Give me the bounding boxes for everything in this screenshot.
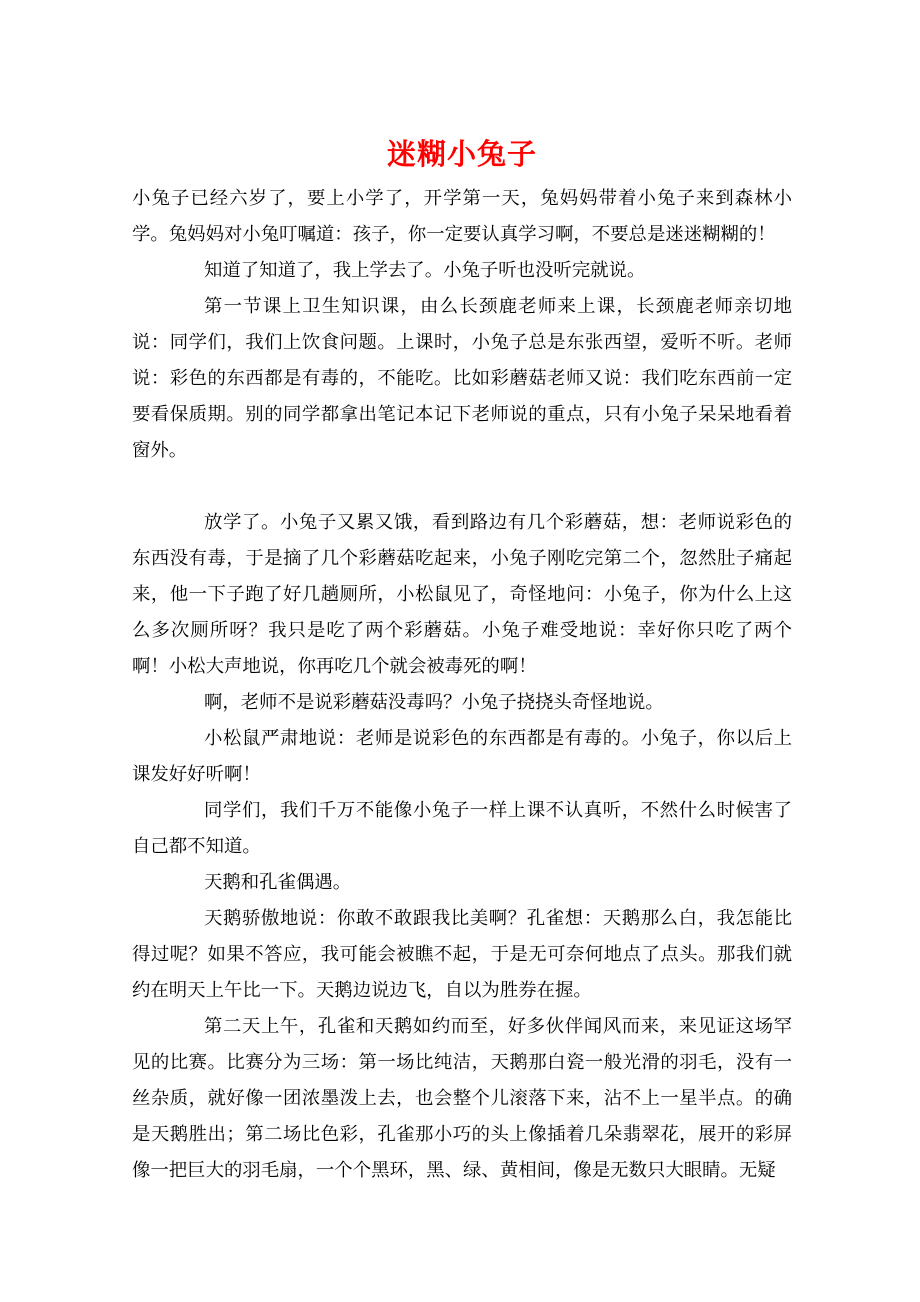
paragraph: 放学了。小兔子又累又饿，看到路边有几个彩蘑菇，想：老师说彩色的东西没有毒，于是摘了几个彩蘑菇吃起来，小兔子刚吃完第二个，忽然肚子痛起来，他一下子跑了好几趟厕所，小松鼠见了，奇怪地问：小兔子，你为什么上这么多次厕所呀？我只是吃了两个彩蘑菇。小兔子难受地说：幸好你只吃了两个啊！小松大声地说，你再吃几个就会被毒死的啊！: [132, 512, 792, 676]
paragraph: 小兔子已经六岁了，要上小学了，开学第一天，兔妈妈带着小兔子来到森林小学。兔妈妈对小兔叮嘱道：孩子，你一定要认真学习啊，不要总是迷迷糊糊的！: [132, 188, 792, 244]
paragraph: 小松鼠严肃地说：老师是说彩色的东西都是有毒的。小兔子，你以后上课发好好听啊！: [132, 728, 792, 784]
paragraph: 知道了知道了，我上学去了。小兔子听也没听完就说。: [204, 260, 646, 280]
paragraph: 天鹅骄傲地说：你敢不敢跟我比美啊？孔雀想：天鹅那么白，我怎能比得过呢？如果不答应，我可能会被瞧不起，于是无可奈何地点了点头。那我们就约在明天上午比一下。天鹅边说边飞，自以为胜券在握。: [132, 908, 792, 1000]
document-body: [132, 180, 792, 1188]
paragraph: 天鹅和孔雀偶遇。: [204, 872, 352, 892]
blank-line: [132, 468, 792, 504]
paragraph: 第一节课上卫生知识课，由么长颈鹿老师来上课，长颈鹿老师亲切地说：同学们，我们上饮食问题。上课时，小兔子总是东张西望，爱听不听。老师说：彩色的东西都是有毒的，不能吃。比如彩蘑菇老师又说：我们吃东西前一定要看保质期。别的同学都拿出笔记本记下老师说的重点，只有小兔子呆呆地看着窗外。: [132, 296, 792, 460]
paragraph: 啊，老师不是说彩蘑菇没毒吗？小兔子挠挠头奇怪地说。: [204, 692, 664, 712]
paragraph: 同学们，我们千万不能像小兔子一样上课不认真听，不然什么时候害了自己都不知道。: [132, 800, 792, 856]
paragraph: 第二天上午，孔雀和天鹅如约而至，好多伙伴闻风而来，来见证这场罕见的比赛。比赛分为三场：第一场比纯洁，天鹅那白瓷一般光滑的羽毛，没有一丝杂质，就好像一团浓墨泼上去，也会整个儿滚落下来，沾不上一星半点。的确是天鹅胜出；第二场比色彩，孔雀那小巧的头上像插着几朵翡翠花，展开的彩屏像一把巨大的羽毛扇，一个个黑环，黑、绿、黄相间，像是无数只大眼睛。无疑: [132, 1016, 792, 1180]
document-title: 迷糊小兔子: [386, 139, 537, 171]
